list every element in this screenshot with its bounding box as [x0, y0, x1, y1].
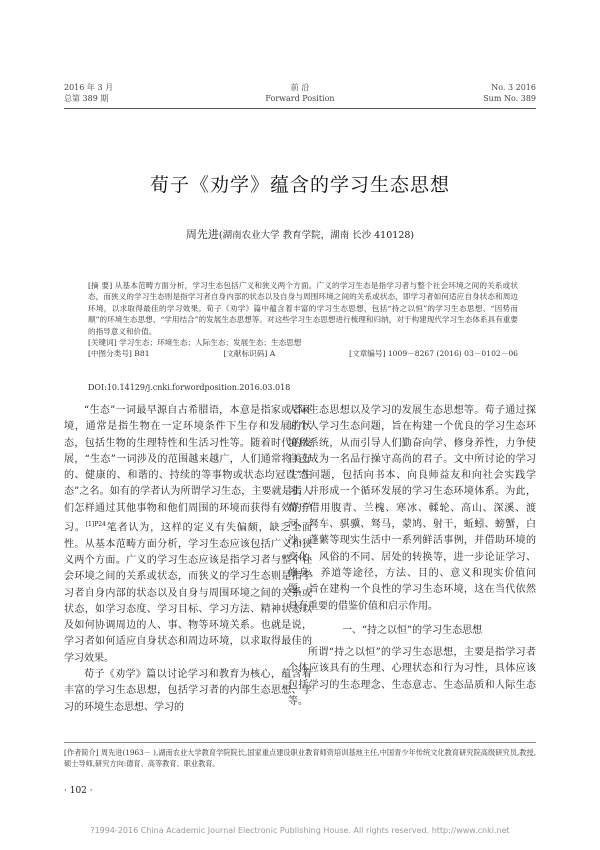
journal-name-cn: 前 沿 [290, 83, 310, 92]
issue-number: No. 3 2016 [491, 83, 536, 92]
clc-number: [中图分类号] B81 [88, 349, 150, 359]
article-number: [文章编号] 1009－8267 (2016) 03－0102－06 [349, 349, 518, 359]
abstract-text: [摘 要] 从基本范畴方面分析，学习生态包括广义和狭义两个方面。广义的学习生态是指学习者与整个社会环境之间的关系或状态，而狭义的学习生态则是指学习者自身内部的状态以及自身与周围环境之间的关系或状态，即学习者如何适应自身状态和周边环境，以求取得最佳的学习效果。荀子《劝学》篇中蕴含着丰富的学习生态思想，包括“持之以恒”的学习生态思想、“因势而顺”的环境生态思想、“学用结合”的发展生态思想等。对这些学习生态思想进行梳理和归纳，对于构建现代学习生态体系具有重要的指导意义和价值。 [88, 281, 518, 336]
keywords: [关键词] 学习生态；环境生态；人际生态；发展生态；生态思想 [88, 338, 302, 348]
header-divider [64, 108, 536, 109]
sum-number: Sum No. 389 [483, 94, 536, 103]
author-affiliation: (湖南农业大学 教育学院，湖南 长沙 410128) [218, 230, 415, 241]
running-header-right [483, 82, 536, 104]
author-name: 周先进 [185, 228, 219, 241]
author-note: [作者简介] 周先进(1963－ ),湖南农业大学教育学院院长,国家重点建设职业教育师资培训基地主任,中国青少年传统文化教育研究院高级研究员,教授,硕士导师,研究方向:德育、高等教育、职业教育。 [64, 748, 536, 768]
paragraph-text: “生态”一词最早源自古希腊语，本意是指家或者环境，通常是指生物在一定环境条件下生存和发展的状态，包括生物的生理特性和生活习性等。随着时代的发展，“生态”一词涉及的范围越来越广，人们通常将美好的、健康的、和谐的、持续的等事物或状态均冠以“生态”之名。如有的学者认为所谓学习生态，主要就是指人们怎样通过其他事物和他们周围的环境而获得有效的学习。 [64, 405, 312, 534]
body-paragraph: 荀子《劝学》篇以讨论学习和教育为核心，蕴含着丰富的学习生态思想，包括学习者的内部生态思想、学习的环境生态思想、学习的 [64, 669, 312, 713]
page-number: · 102 · [64, 786, 93, 796]
issue-date: 2016 年 3 月 [64, 83, 114, 92]
classification-row [88, 348, 518, 359]
document-code: [文献标识码] A [223, 349, 276, 359]
section-heading: 一、“持之以恒”的学习生态思想 [341, 624, 483, 636]
copyright-notice: ?1994-2016 China Academic Journal Electronic Publishing House. All rights reserved. http://www.cnki.net [90, 826, 510, 835]
article-title: 荀子《劝学》蕴含的学习生态思想 [149, 174, 450, 196]
body-paragraph [64, 403, 312, 667]
footnote-divider [64, 742, 536, 743]
body-column-right [288, 403, 536, 710]
abstract-block [88, 280, 518, 360]
doi: DOI:10.14129/j.cnki.forwordposition.2016.03.018 [88, 383, 291, 392]
journal-name-en: Forward Position [265, 94, 335, 103]
paragraph-text: 笔者认为，这样的定义有失偏颇，缺乏全面性。从基本范畴方面分析，学习生态应该包括广义和狭义两个方面。广义的学习生态应该是指学习者与整个社会环境之间的关系或状态，而狭义的学习生态则是指学习者自身内部的状态以及自身与周围环境之间的关系或状态，如学习态度、学习目标、学习方法、精神状态以及如何协调周边的人、事、物等环境关系。也就是说，学习者如何适应自身状态和周边环境，以求取得最佳的学习效果。 [64, 522, 313, 664]
author-line [0, 226, 600, 242]
body-paragraph: 人际生态思想以及学习的发展生态思想等。荀子通过探讨个人学习生态问题，旨在构建一个优良的学习生态环境和系统，从而引导人们勤奋向学、修身养性，力争使自己成为一名品行操守高尚的君子。文中所讨论的学习生态问题，包括向书本、向良师益友和向社会实践学习，并形成一个循环发展的学习生态环境体系。为此，荀子借用腹青、兰槐、寒冰、輮轮、高山、深溪、渡河、驽车、骐骥、驽马，蒙鸠、射干，蚯蚓、螃蟹，白沙、蓬蘩等现实生活中一系列鲜活事例，并借助环境的变化、风俗的不同、居处的转换等，进一步论证学习、修身、养道等途径，方法、目的、意义和现实价值问题，旨在建构一个良性的学习生态环境，这在当代依然具有重要的借鉴价值和启示作用。 [288, 405, 536, 612]
body-paragraph: 所谓“持之以恒”的学习生态思想，主要是指学习者个体应该具有的生理、心理状态和行为习性，具体应该包括学习的生态理念、生态意志、生态品质和人际生态等。 [288, 647, 536, 708]
citation-ref: [1]P24 [85, 521, 106, 529]
total-issue: 总第 389 期 [64, 94, 109, 103]
body-column-left [64, 403, 312, 716]
